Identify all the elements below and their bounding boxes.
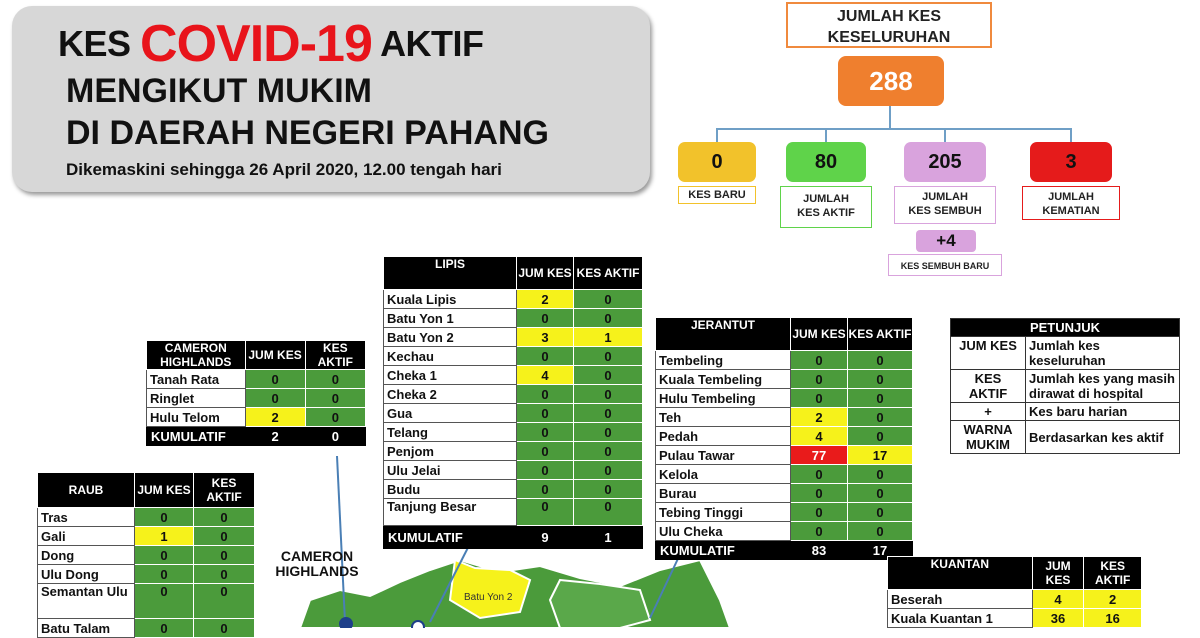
table-row: Pedah 4 0 (656, 427, 913, 446)
legend-table: PETUNJUK JUM KES Jumlah kes keseluruhan KES AKTIF Jumlah kes yang masih dirawat di hospital + Kes baru harian WARNA MUKIM Berdasarkan kes aktif (950, 318, 1180, 454)
title-line-1: KES COVID-19 AKTIF (58, 15, 484, 73)
cumulative-row: KUMULATIF 9 1 (384, 526, 643, 549)
recovered-label: JUMLAH KES SEMBUH (894, 186, 996, 224)
table-row: Ulu Dong 0 0 (38, 565, 255, 584)
table-row: Ulu Jelai 0 0 (384, 461, 643, 480)
new-cases-value: 0 (678, 142, 756, 182)
table-row: Penjom 0 0 (384, 442, 643, 461)
table-row: Kelola 0 0 (656, 465, 913, 484)
table-row: Ringlet 0 0 (147, 389, 366, 408)
cumulative-row: KUMULATIF 83 17 (656, 541, 913, 560)
table-row: Budu 0 0 (384, 480, 643, 499)
table-row: Tebing Tinggi 0 0 (656, 503, 913, 522)
new-recovered-value: +4 (916, 230, 976, 252)
title-line-3: DI DAERAH NEGERI PAHANG (66, 114, 549, 152)
table-row: Ulu Cheka 0 0 (656, 522, 913, 541)
map-label-cameron: CAMERON HIGHLANDS (275, 548, 359, 579)
table-row: Kechau 0 0 (384, 347, 643, 366)
table-row: Kuala Lipis 2 0 (384, 290, 643, 309)
total-cases-value: 288 (838, 56, 944, 106)
raub-table: RAUB JUM KES KES AKTIF Tras 0 0 Gali 1 0 Dong 0 0 Ulu Dong 0 0 Semantan Ulu 0 0 Batu Talam 0 0 (37, 472, 255, 638)
table-row: Cheka 2 0 0 (384, 385, 643, 404)
map-label-batu-yon-2: Batu Yon 2 (464, 592, 513, 603)
total-cases-label: JUMLAH KES KESELURUHAN (786, 2, 992, 48)
updated-text: Dikemaskini sehingga 26 April 2020, 12.00 tengah hari (66, 160, 502, 179)
table-row: Batu Yon 2 3 1 (384, 328, 643, 347)
recovered-value: 205 (904, 142, 986, 182)
table-row: Tembeling 0 0 (656, 351, 913, 370)
new-cases-label: KES BARU (678, 186, 756, 204)
active-cases-label: JUMLAH KES AKTIF (780, 186, 872, 228)
table-row: Pulau Tawar 77 17 (656, 446, 913, 465)
cameron-table: CAMERON HIGHLANDS JUM KES KES AKTIF Tanah Rata 0 0 Ringlet 0 0 Hulu Telom 2 0 KUMULATIF 2 0 (146, 340, 366, 446)
table-row: Telang 0 0 (384, 423, 643, 442)
deaths-value: 3 (1030, 142, 1112, 182)
table-row: Hulu Telom 2 0 (147, 408, 366, 427)
table-row: Gua 0 0 (384, 404, 643, 423)
table-row: Hulu Tembeling 0 0 (656, 389, 913, 408)
new-recovered-label: KES SEMBUH BARU (888, 254, 1002, 276)
table-row: Gali 1 0 (38, 527, 255, 546)
legend-row: + Kes baru harian (951, 403, 1180, 421)
cumulative-row: KUMULATIF 2 0 (147, 427, 366, 446)
table-row: Teh 2 0 (656, 408, 913, 427)
lipis-table: LIPIS JUM KES KES AKTIF Kuala Lipis 2 0 Batu Yon 1 0 0 Batu Yon 2 3 1 Kechau 0 0 Cheka 1 4 0 Cheka 2 0 0 Gua 0 0 Telang 0 0 Penjom 0 0 Ulu Jelai 0 0 Budu 0 0 Tanjung Besar 0 0 KUMULATIF 9 1 (383, 256, 643, 549)
table-row: Cheka 1 4 0 (384, 366, 643, 385)
table-row: Beserah 4 2 (888, 590, 1142, 609)
table-row: Batu Talam 0 0 (38, 619, 255, 638)
table-row: Tanah Rata 0 0 (147, 370, 366, 389)
title-line-2: MENGIKUT MUKIM (66, 72, 372, 110)
table-row: Burau 0 0 (656, 484, 913, 503)
kuantan-table: KUANTAN JUM KES KES AKTIF Beserah 4 2 Kuala Kuantan 1 36 16 (887, 556, 1142, 628)
map-marker (412, 621, 424, 628)
jerantut-table: JERANTUT JUM KES KES AKTIF Tembeling 0 0 Kuala Tembeling 0 0 Hulu Tembeling 0 0 Teh 2 0 Pedah 4 0 Pulau Tawar 77 17 Kelola 0 0 Burau 0 0 Tebing Tinggi 0 0 Ulu Cheka 0 0 KUMULATIF 83 17 (655, 317, 913, 560)
table-row: Kuala Tembeling 0 0 (656, 370, 913, 389)
table-row: Batu Yon 1 0 0 (384, 309, 643, 328)
table-row: Kuala Kuantan 1 36 16 (888, 609, 1142, 628)
active-cases-value: 80 (786, 142, 866, 182)
legend-row: KES AKTIF Jumlah kes yang masih dirawat di hospital (951, 370, 1180, 403)
legend-row: JUM KES Jumlah kes keseluruhan (951, 337, 1180, 370)
deaths-label: JUMLAH KEMATIAN (1022, 186, 1120, 220)
table-row: Tanjung Besar 0 0 (384, 499, 643, 526)
table-row: Tras 0 0 (38, 508, 255, 527)
table-row: Dong 0 0 (38, 546, 255, 565)
table-row: Semantan Ulu 0 0 (38, 584, 255, 619)
legend-row: WARNA MUKIM Berdasarkan kes aktif (951, 421, 1180, 454)
covid-title: COVID-19 (140, 15, 372, 73)
